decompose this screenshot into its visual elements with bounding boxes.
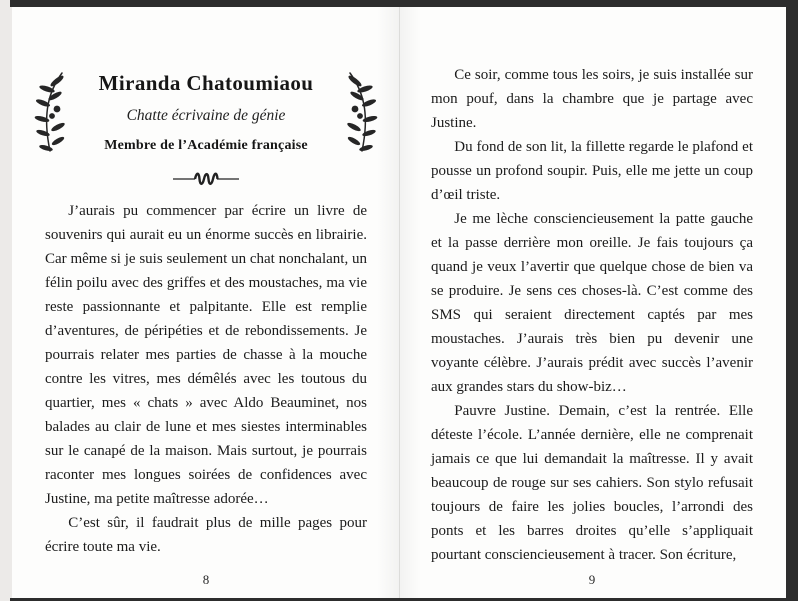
chapter-subtitle: Chatte écrivaine de génie bbox=[126, 106, 286, 124]
chapter-title: Miranda Chatoumiaou bbox=[98, 70, 314, 95]
scan-frame-top bbox=[10, 0, 798, 7]
paragraph: Ce soir, comme tous les soirs, je suis installée sur mon pouf, dans la chambre que je partage avec Justine. bbox=[431, 67, 753, 131]
scan-edge-left bbox=[0, 0, 12, 601]
page-right bbox=[431, 7, 753, 598]
paragraph: Je me lèche consciencieusement la patte gauche et la passe derrière mon oreille. Je fais toujours ça quand je veux l’avertir que quelque chose de bien va se produire. Je sens ces choses-là. C’est comme des SMS qui seraient directement captés par mes moustaches. J’aurais très bien pu devenir une voyante célèbre. J’aurais prédit avec succès l’avenir aux grandes stars du show-biz… bbox=[431, 211, 753, 395]
olive-branch-left-icon bbox=[33, 69, 71, 155]
page-gutter-line bbox=[399, 7, 400, 598]
chapter-header-text bbox=[71, 71, 341, 154]
paragraph: C’est sûr, il faudrait plus de mille pages pour écrire toute ma vie. bbox=[45, 515, 367, 555]
paragraph: Pauvre Justine. Demain, c’est la rentrée. Elle déteste l’école. L’année dernière, elle ne comprenait jamais ce que lui demandait la maîtresse. Il y avait beaucoup de rouge sur ses cahiers. Son stylo refusait toujours de faire les jolies boucles, l’arrondi des ponts et les barres droites qu’elle s’appliquait pourtant consciencieusement à tracer. Son écriture, bbox=[431, 403, 753, 563]
page-number-left: 8 bbox=[202, 572, 210, 587]
scan-frame-right bbox=[786, 0, 798, 601]
book-spread bbox=[12, 7, 786, 598]
squiggle-divider-icon bbox=[45, 171, 367, 187]
olive-branch-right-icon bbox=[341, 69, 379, 155]
paragraph: Du fond de son lit, la fillette regarde le plafond et pousse un profond soupir. Puis, elle me jette un coup d’œil triste. bbox=[431, 139, 753, 203]
chapter-affiliation: Membre de l’Académie française bbox=[104, 137, 308, 153]
page-number-right: 9 bbox=[588, 572, 596, 587]
paragraph: J’aurais pu commencer par écrire un livre de souvenirs qui aurait eu un énorme succès en librairie. Car même si je suis seulement un chat nonchalant, un félin poilu avec des griffes et des moustaches, ma vie reste passionnante et palpitante. Elle est remplie d’aventures, de péripéties et de rebondissements. Je pourrais relater mes parties de chasse à la mouche contre les vitres, mes démêlés avec les toutous du quartier, mes « chats » avec Aldo Beauminet, nos balades au clair de lune et mes siestes interminables sur le canapé de la maison. Mais surtout, je pourrais raconter mes longues soirées de confidences avec Justine, ma petite maîtresse adorée… bbox=[45, 203, 367, 507]
page-left bbox=[45, 7, 367, 598]
chapter-header bbox=[33, 69, 379, 155]
